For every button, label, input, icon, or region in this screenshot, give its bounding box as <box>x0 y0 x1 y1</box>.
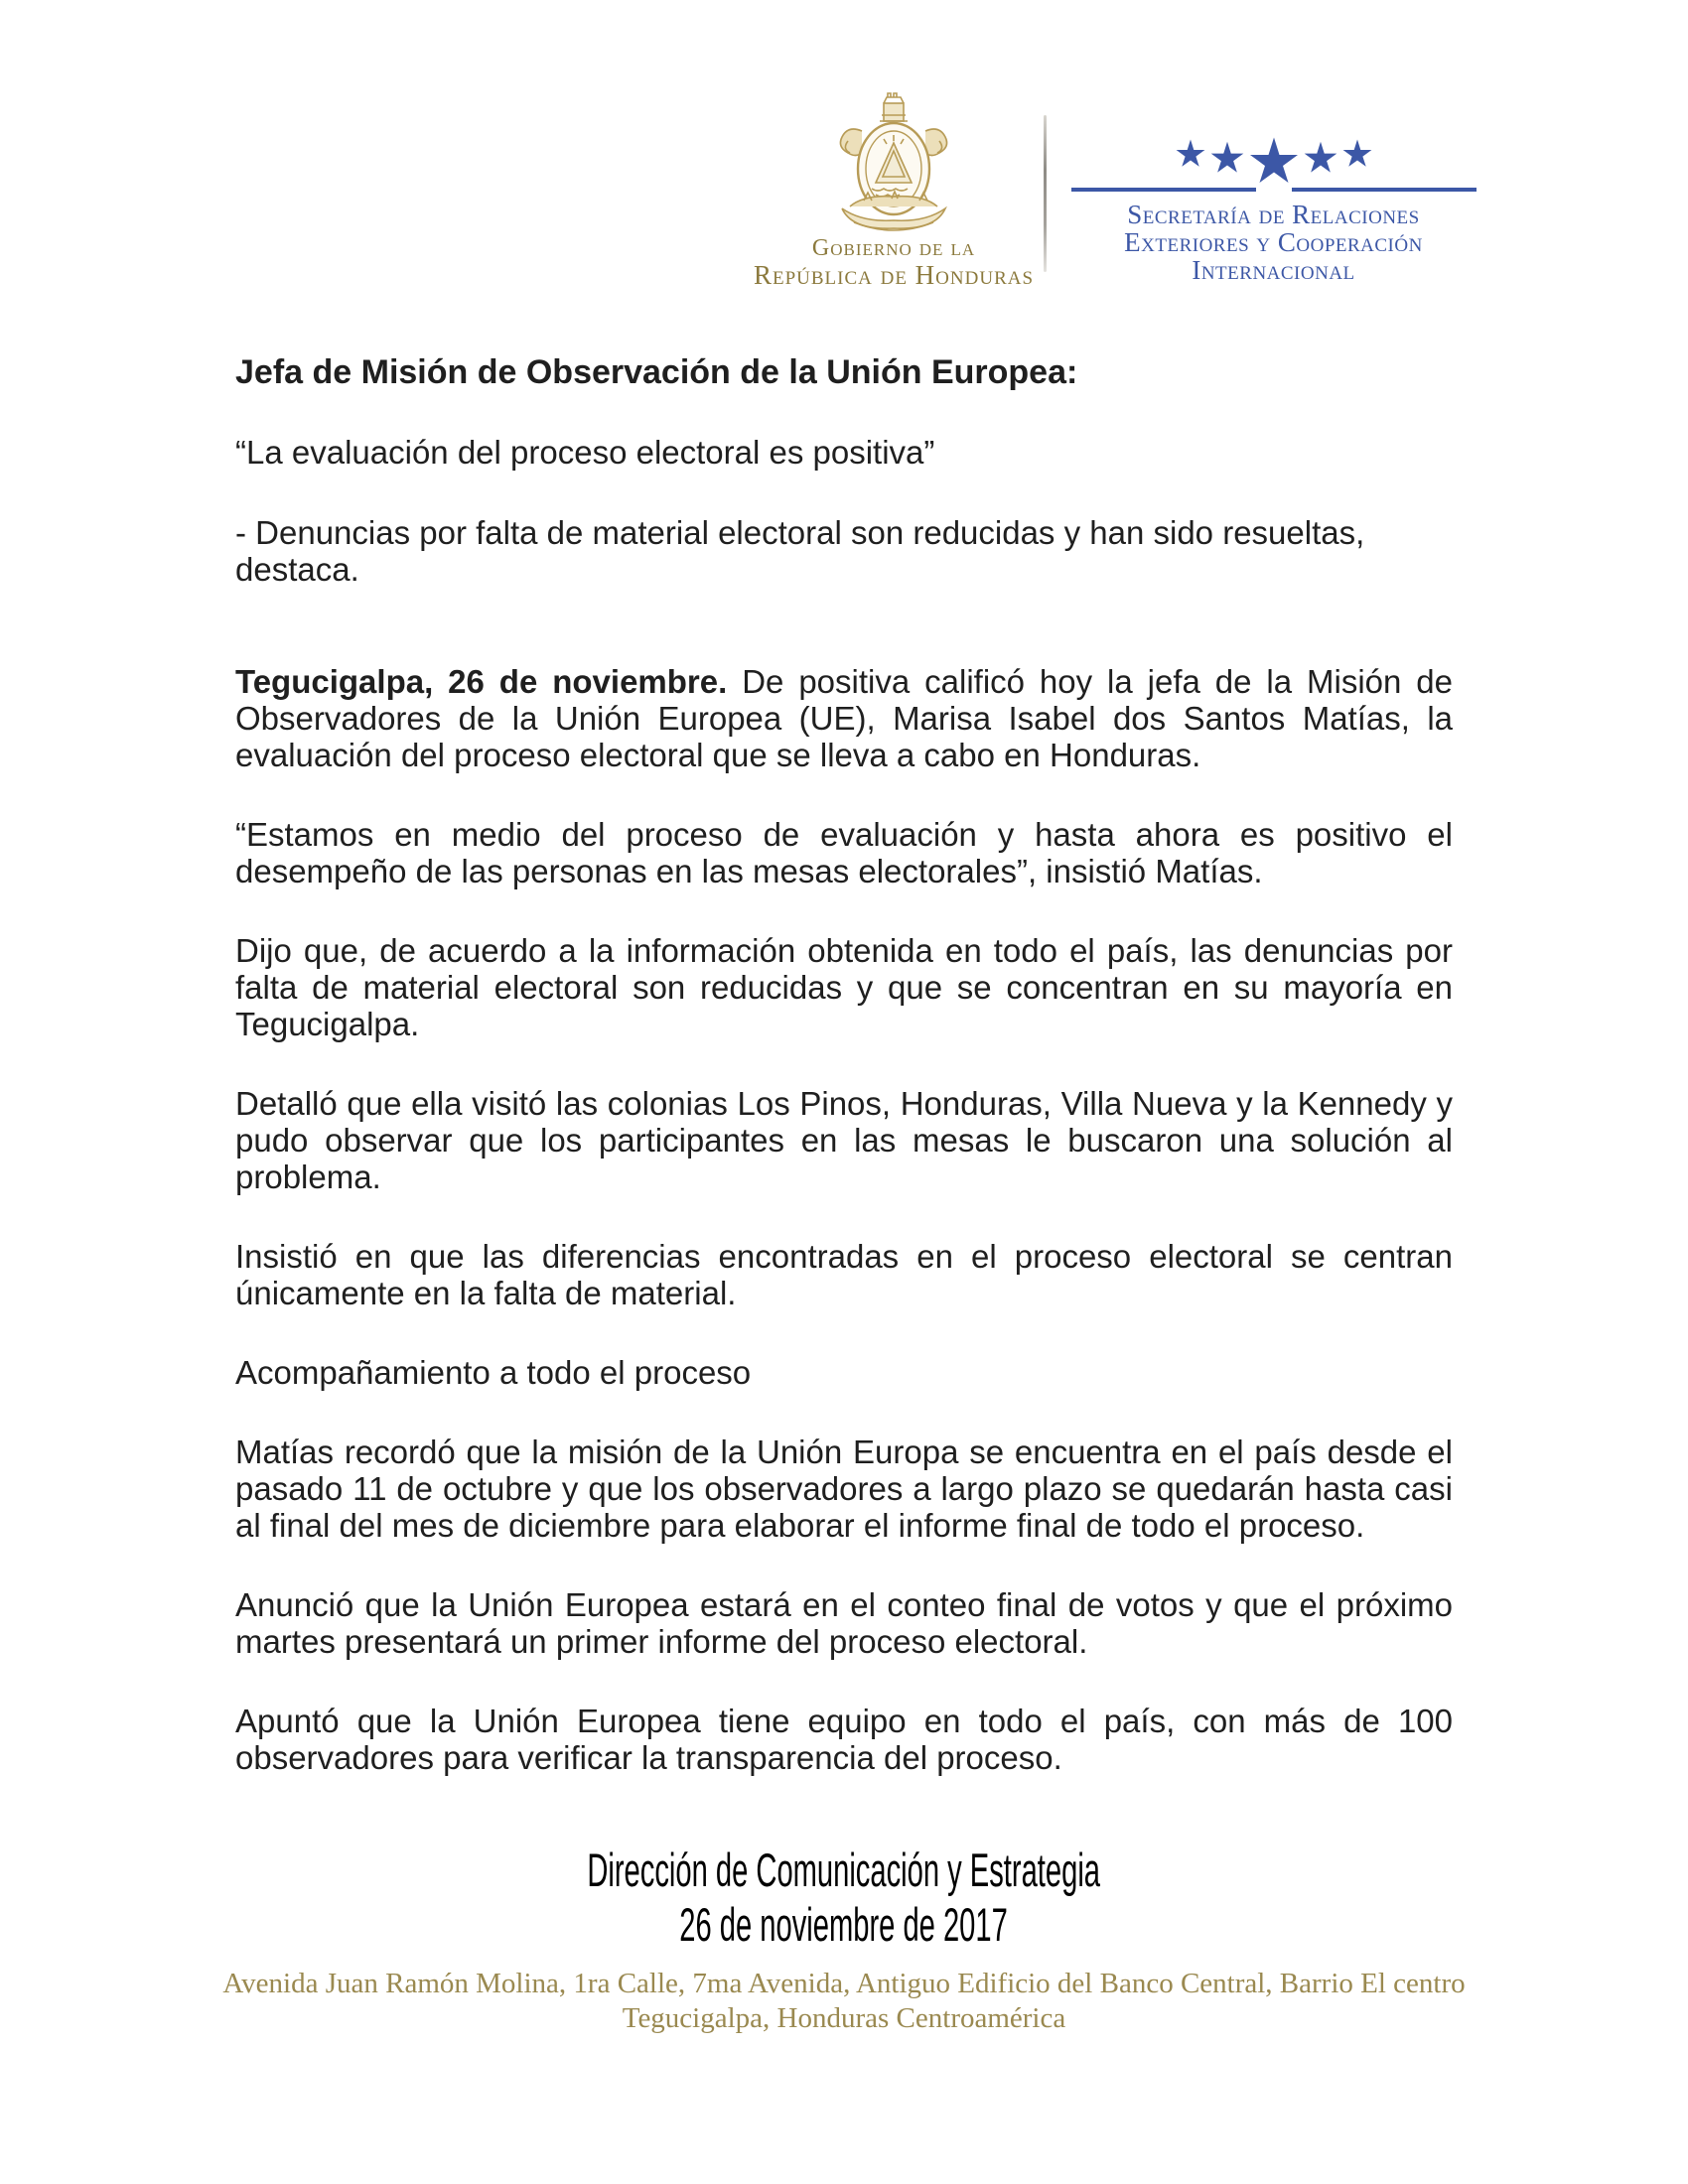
secretaria-line3: Internacional <box>1192 255 1355 285</box>
paragraph: Matías recordó que la misión de la Unión Europa se encuentra en el país desde el pasado 11 de octubre y que los observadores a largo plazo se quedarán hasta casi al final del mes de diciembre para elaborar el informe final de todo el proceso. <box>235 1433 1453 1544</box>
secretaria-line2: Exteriores y Cooperación <box>1124 227 1423 257</box>
paragraph: Anunció que la Unión Europea estará en el conteo final de votos y que el próximo martes presentará un primer informe del proceso electoral. <box>235 1586 1453 1660</box>
gobierno-caption-line2: República de Honduras <box>753 260 1035 290</box>
gobierno-caption-line1: Gobierno de la <box>811 235 976 261</box>
paragraph-lead: Tegucigalpa, 26 de noviembre. <box>235 663 728 700</box>
gobierno-caption <box>735 236 1053 290</box>
secretaria-rule <box>1067 188 1479 192</box>
paragraph: Insistió en que las diferencias encontradas en el proceso electoral se centran únicamente en la falta de material. <box>235 1238 1453 1311</box>
footer-department: Dirección de Comunicación y Estrategia <box>587 1843 1101 1896</box>
document-lede: - Denuncias por falta de material electoral son reducidas y han sido resueltas, destaca. <box>235 514 1365 588</box>
paragraph: Tegucigalpa, 26 de noviembre. De positiva calificó hoy la jefa de la Misión de Observadores de la Unión Europea (UE), Marisa Isabel dos Santos Matías, la evaluación del proceso electoral que se lleva a cabo en Honduras. <box>235 663 1453 773</box>
rule-right <box>1292 188 1477 192</box>
honduras-coat-of-arms-icon <box>784 89 1003 240</box>
footer-date: 26 de noviembre de 2017 <box>679 1898 1009 1951</box>
paragraph: Acompañamiento a todo el proceso <box>235 1354 752 1391</box>
paragraph: Dijo que, de acuerdo a la información obtenida en todo el país, las denuncias por falta de material electoral son reducidas y que se concentran en su mayoría en Tegucigalpa. <box>235 932 1453 1042</box>
secretaria-caption <box>1067 201 1479 284</box>
secretaria-logo <box>1067 135 1479 284</box>
star-icon <box>1176 138 1205 168</box>
footer-address-line1: Avenida Juan Ramón Molina, 1ra Calle, 7ma Avenida, Antiguo Edificio del Banco Central, Barrio El centro <box>222 1968 1466 1999</box>
secretaria-line1: Secretaría de Relaciones <box>1127 200 1420 229</box>
star-icon <box>1249 135 1299 185</box>
document-title: Jefa de Misión de Observación de la Unión Europea: <box>235 353 1078 391</box>
rule-left <box>1071 188 1256 192</box>
star-icon <box>1342 138 1372 168</box>
paragraph: Apuntó que la Unión Europea tiene equipo en todo el país, con más de 100 observadores para verificar la transparencia del proceso. <box>235 1703 1453 1776</box>
star-icon <box>1304 140 1337 174</box>
paragraph-list <box>235 663 1453 1776</box>
footer-department-line <box>0 1843 1688 1897</box>
footer-address-line2: Tegucigalpa, Honduras Centroamérica <box>622 2002 1066 2034</box>
paragraph: “Estamos en medio del proceso de evaluación y hasta ahora es positivo el desempeño de las personas en las mesas electorales”, insistió Matías. <box>235 816 1453 889</box>
footer-address <box>0 1967 1688 2036</box>
footer-date-line <box>0 1897 1688 1952</box>
letterhead-divider <box>1044 115 1047 272</box>
press-release-body <box>235 353 1453 1776</box>
star-icon <box>1210 140 1244 174</box>
document-subtitle: “La evaluación del proceso electoral es positiva” <box>235 434 935 471</box>
document-footer <box>0 1843 1688 2036</box>
stars-row <box>1067 135 1479 185</box>
paragraph: Detalló que ella visitó las colonias Los Pinos, Honduras, Villa Nueva y la Kennedy y pudo observar que los participantes en las mesas le buscaron una solución al problema. <box>235 1085 1453 1195</box>
